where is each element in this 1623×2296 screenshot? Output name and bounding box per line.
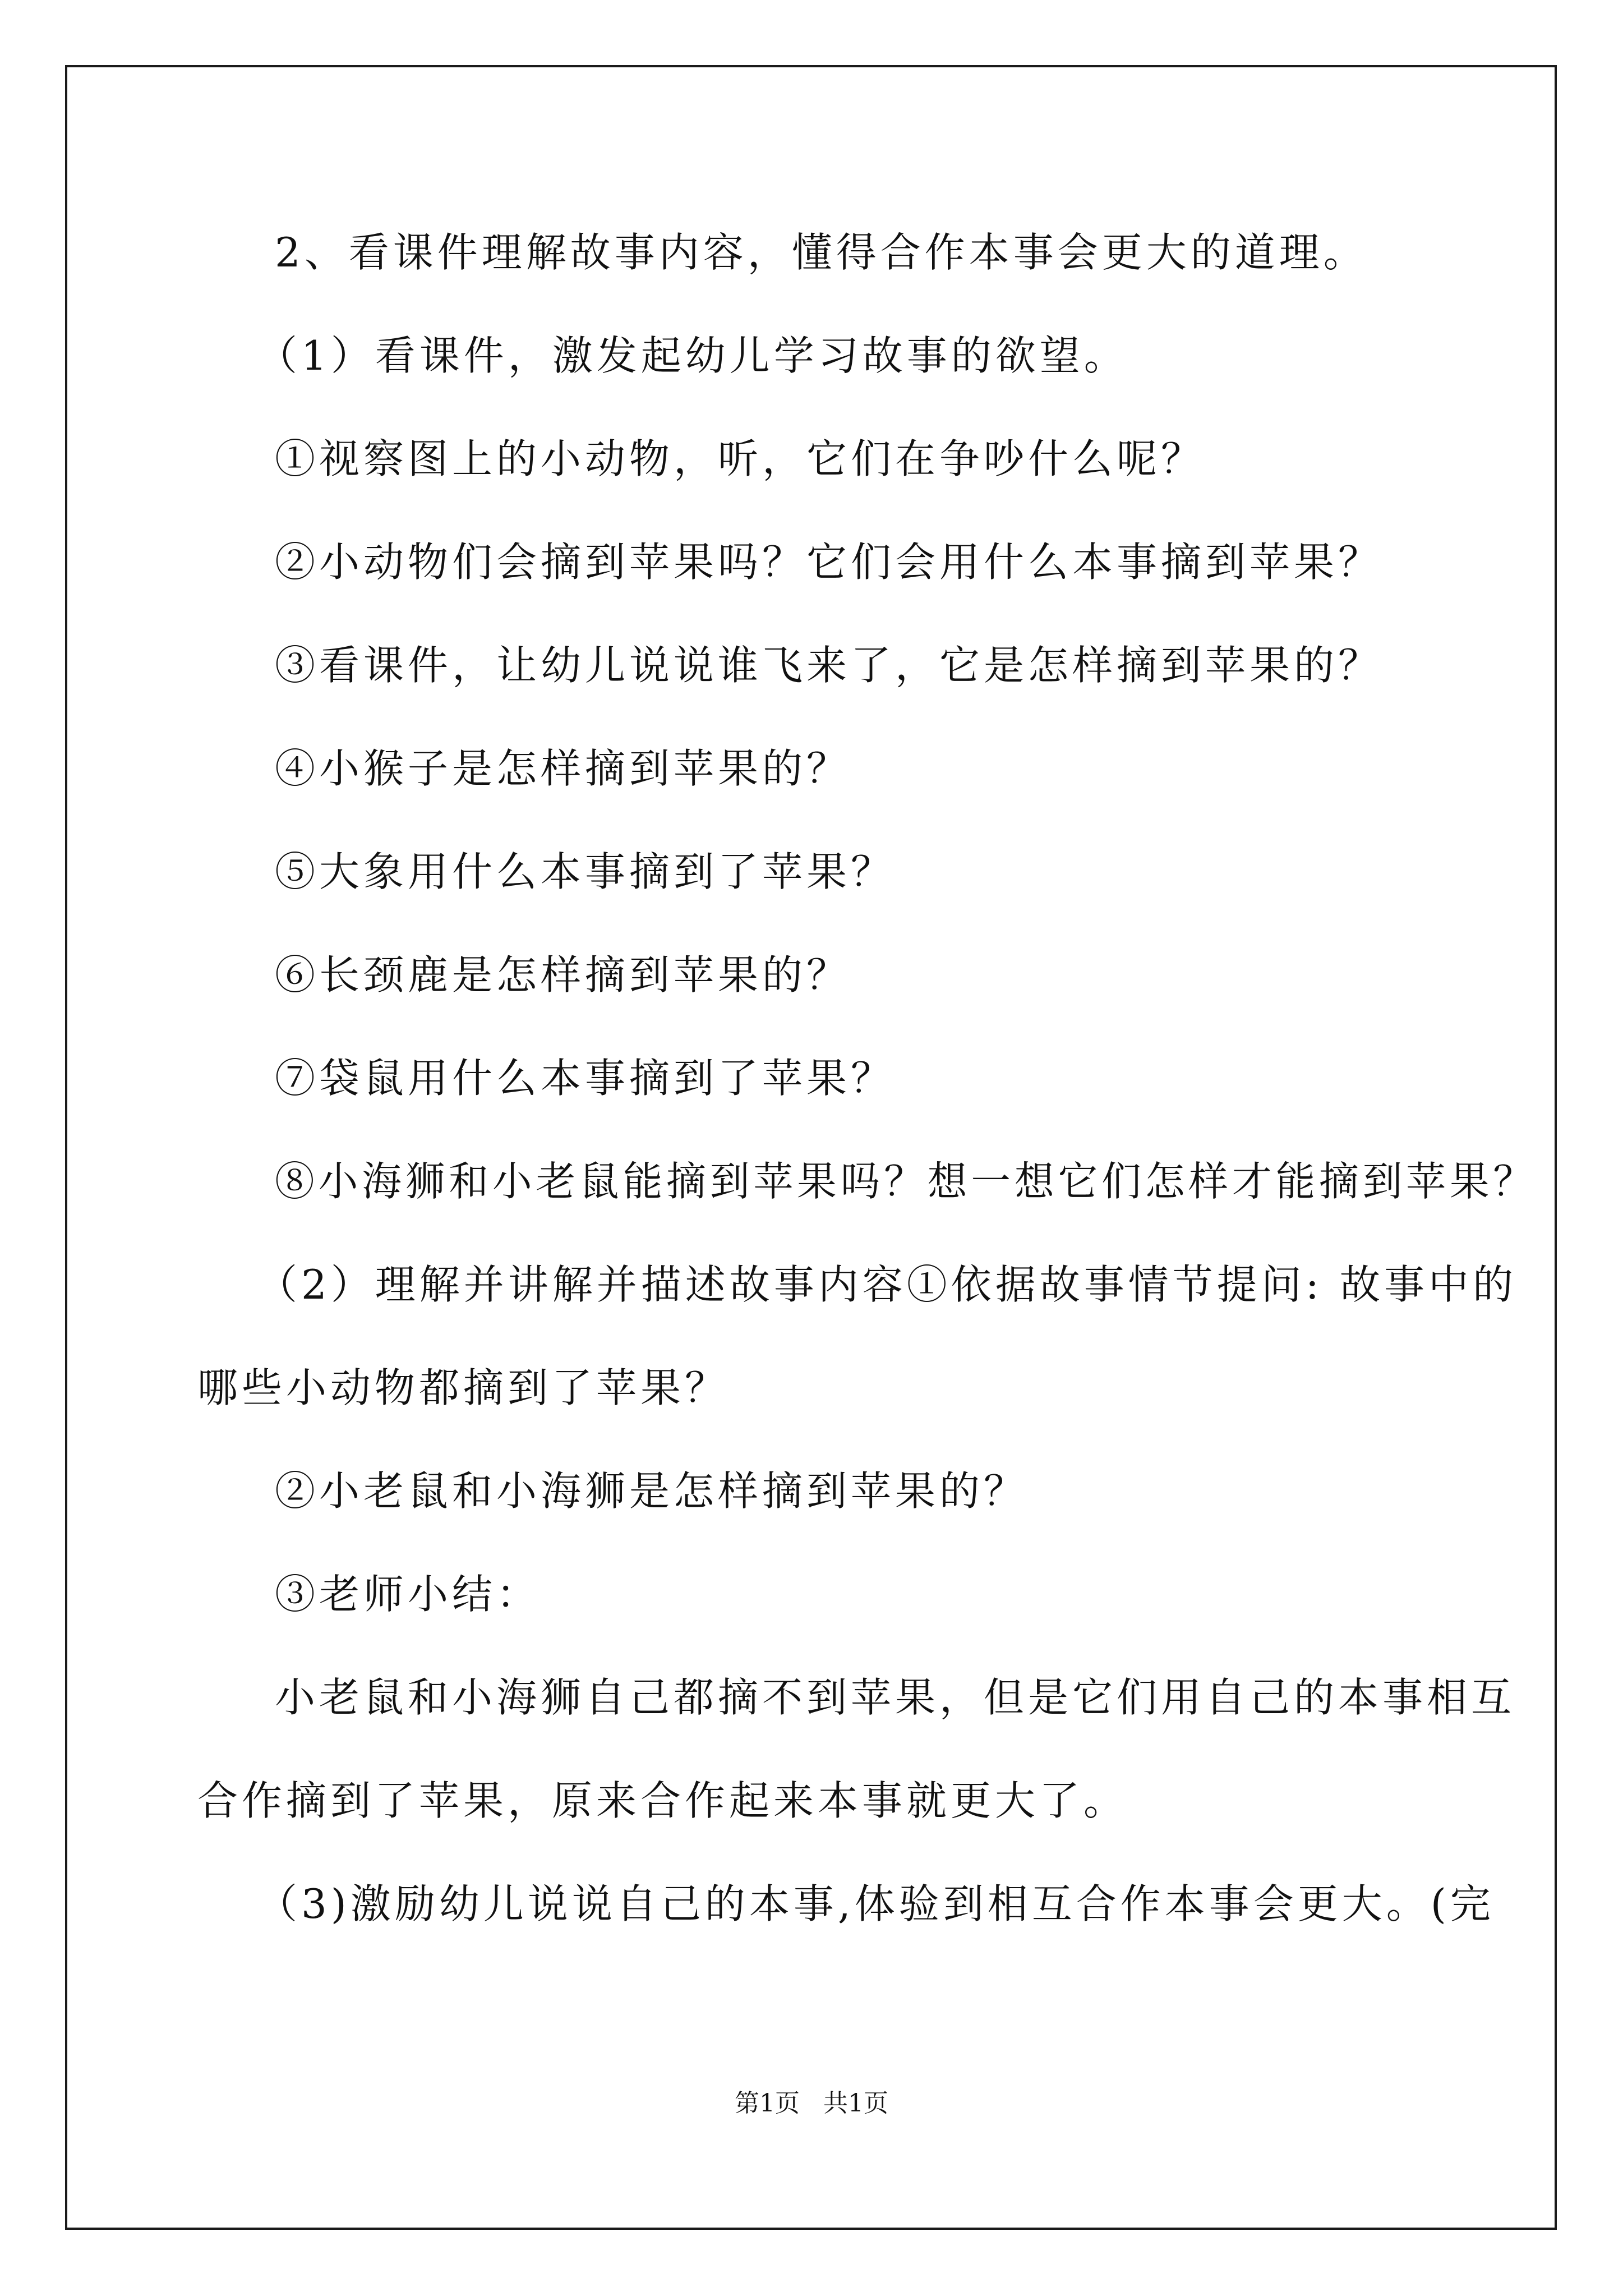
paragraph-line: ④小猴子是怎样摘到苹果的？ bbox=[275, 745, 851, 792]
page-footer: 第1页 共1页 bbox=[735, 2089, 888, 2118]
paragraph-line: ②小动物们会摘到苹果吗？它们会用什么本事摘到苹果？ bbox=[275, 539, 1383, 586]
paragraph-line: （3)激励幼儿说说自己的本事,体验到相互合作本事会更大。(完 bbox=[257, 1880, 1495, 1927]
paragraph-line: ③看课件，让幼儿说说谁飞来了，它是怎样摘到苹果的？ bbox=[275, 642, 1383, 689]
paragraph-line: ⑤大象用什么本事摘到了苹果？ bbox=[275, 848, 896, 895]
paragraph-line: ⑥长颈鹿是怎样摘到苹果的？ bbox=[275, 951, 851, 999]
paragraph-line: ③老师小结： bbox=[275, 1571, 541, 1618]
paragraph-line: （2）理解并讲解并描述故事内容①依据故事情节提问: 故事中的 bbox=[257, 1261, 1517, 1308]
paragraph-line: 合作摘到了苹果，原来合作起来本事就更大了。 bbox=[197, 1777, 1128, 1824]
paragraph-line: ①视察图上的小动物，听，它们在争吵什么呢？ bbox=[275, 435, 1206, 482]
paragraph-line: 小老鼠和小海狮自己都摘不到苹果，但是它们用自己的本事相互 bbox=[275, 1674, 1516, 1721]
paragraph-line: ②小老鼠和小海狮是怎样摘到苹果的？ bbox=[275, 1467, 1029, 1515]
paragraph-line: ⑧小海狮和小老鼠能摘到苹果吗？想一想它们怎样才能摘到苹果？ bbox=[275, 1158, 1537, 1205]
paragraph-line: ⑦袋鼠用什么本事摘到了苹果？ bbox=[275, 1055, 896, 1102]
paragraph-line: 2、看课件理解故事内容，懂得合作本事会更大的道理。 bbox=[275, 229, 1368, 276]
paragraph-line: 哪些小动物都摘到了苹果？ bbox=[197, 1364, 730, 1411]
paragraph-line: （1）看课件，激发起幼儿学习故事的欲望。 bbox=[257, 332, 1128, 379]
